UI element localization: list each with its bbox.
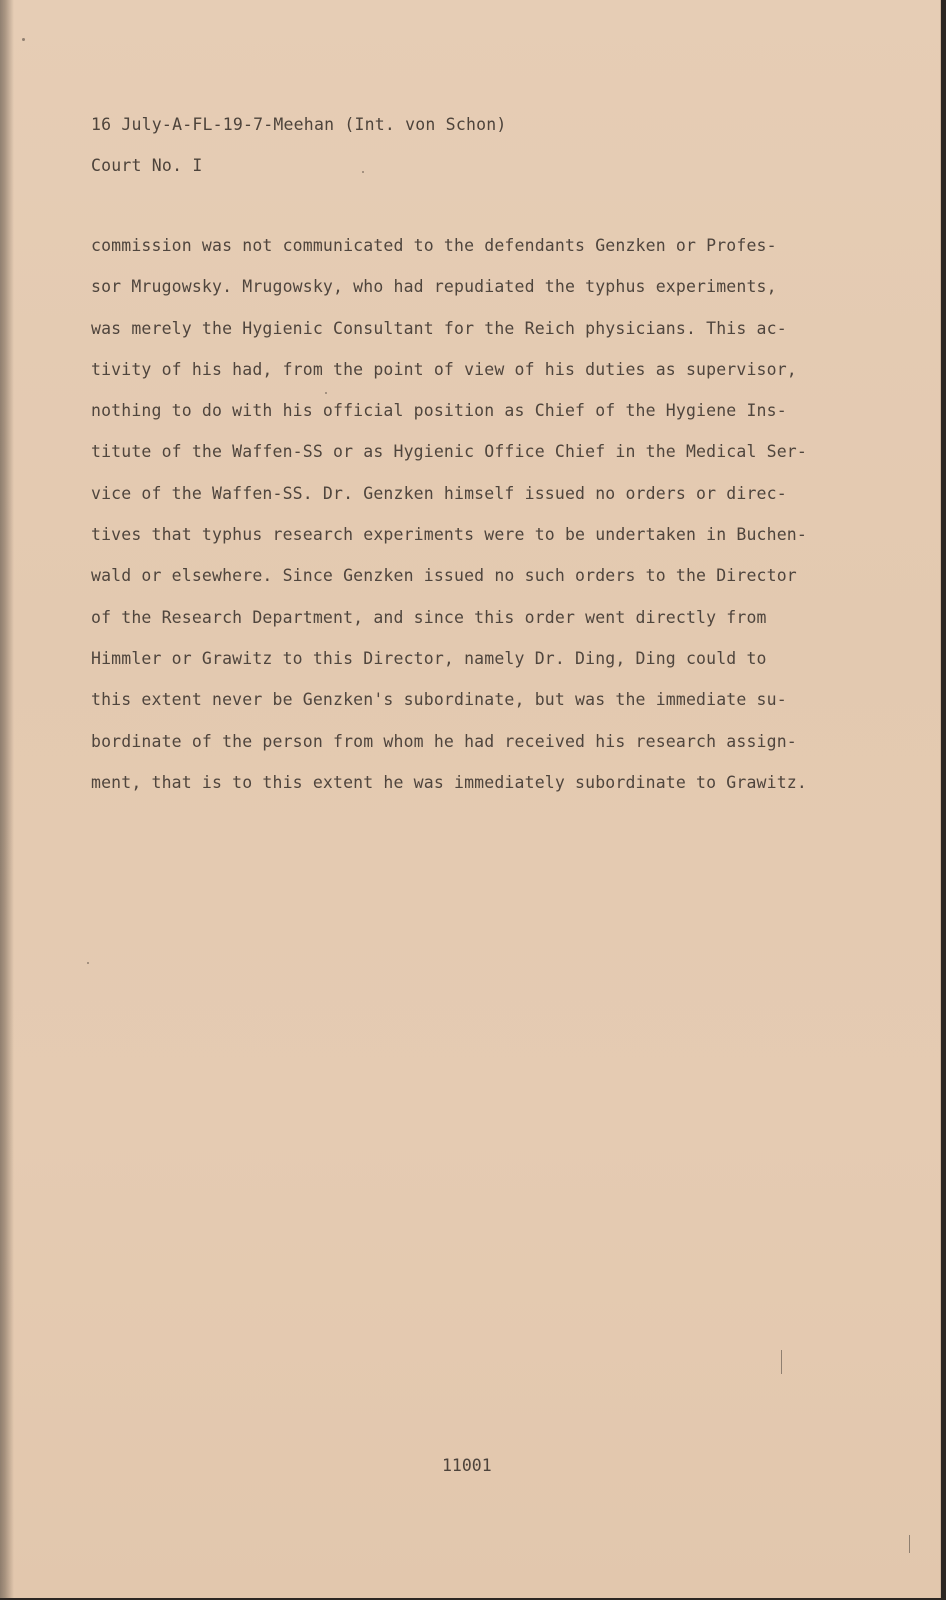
body-line: this extent never be Genzken's subordinate, but was the immediate su- (91, 690, 787, 710)
body-line: Himmler or Grawitz to this Director, namely Dr. Ding, Ding could to (91, 648, 767, 668)
body-line: commission was not communicated to the defendants Genzken or Profes- (91, 236, 777, 255)
body-line: was merely the Hygienic Consultant for the Reich physicians. This ac- (91, 318, 787, 338)
body-line: vice of the Waffen-SS. Dr. Genzken himself issued no orders or direc- (91, 483, 787, 503)
paper-speck (87, 962, 89, 964)
body-line: nothing to do with his official position as Chief of the Hygiene Ins- (91, 401, 787, 421)
court-number: Court No. I (91, 156, 203, 175)
paper-speck (362, 171, 364, 173)
document-reference: 16 July-A-FL-19-7-Meehan (Int. von Schon) (91, 115, 507, 134)
body-line: bordinate of the person from whom he had received his research assign- (91, 731, 797, 751)
body-line: sor Mrugowsky. Mrugowsky, who had repudiated the typhus experiments, (91, 277, 777, 297)
page-number: 11001 (442, 1456, 492, 1475)
paper-speck (909, 1535, 910, 1553)
body-line: tives that typhus research experiments were to be undertaken in Buchen- (91, 525, 807, 545)
body-line: ment, that is to this extent he was immediately subordinate to Grawitz. (91, 772, 807, 792)
scanned-page-edge (0, 0, 14, 1598)
body-line: titute of the Waffen-SS or as Hygienic Office Chief in the Medical Ser- (91, 442, 807, 462)
paper-speck (22, 38, 25, 41)
paper-speck (781, 1350, 782, 1374)
transcript-body (91, 236, 831, 814)
body-line: wald or elsewhere. Since Genzken issued no such orders to the Director (91, 566, 797, 586)
body-line: tivity of his had, from the point of view of his duties as supervisor, (91, 359, 797, 379)
body-line: of the Research Department, and since this order went directly from (91, 607, 767, 627)
paper-speck (325, 392, 327, 394)
